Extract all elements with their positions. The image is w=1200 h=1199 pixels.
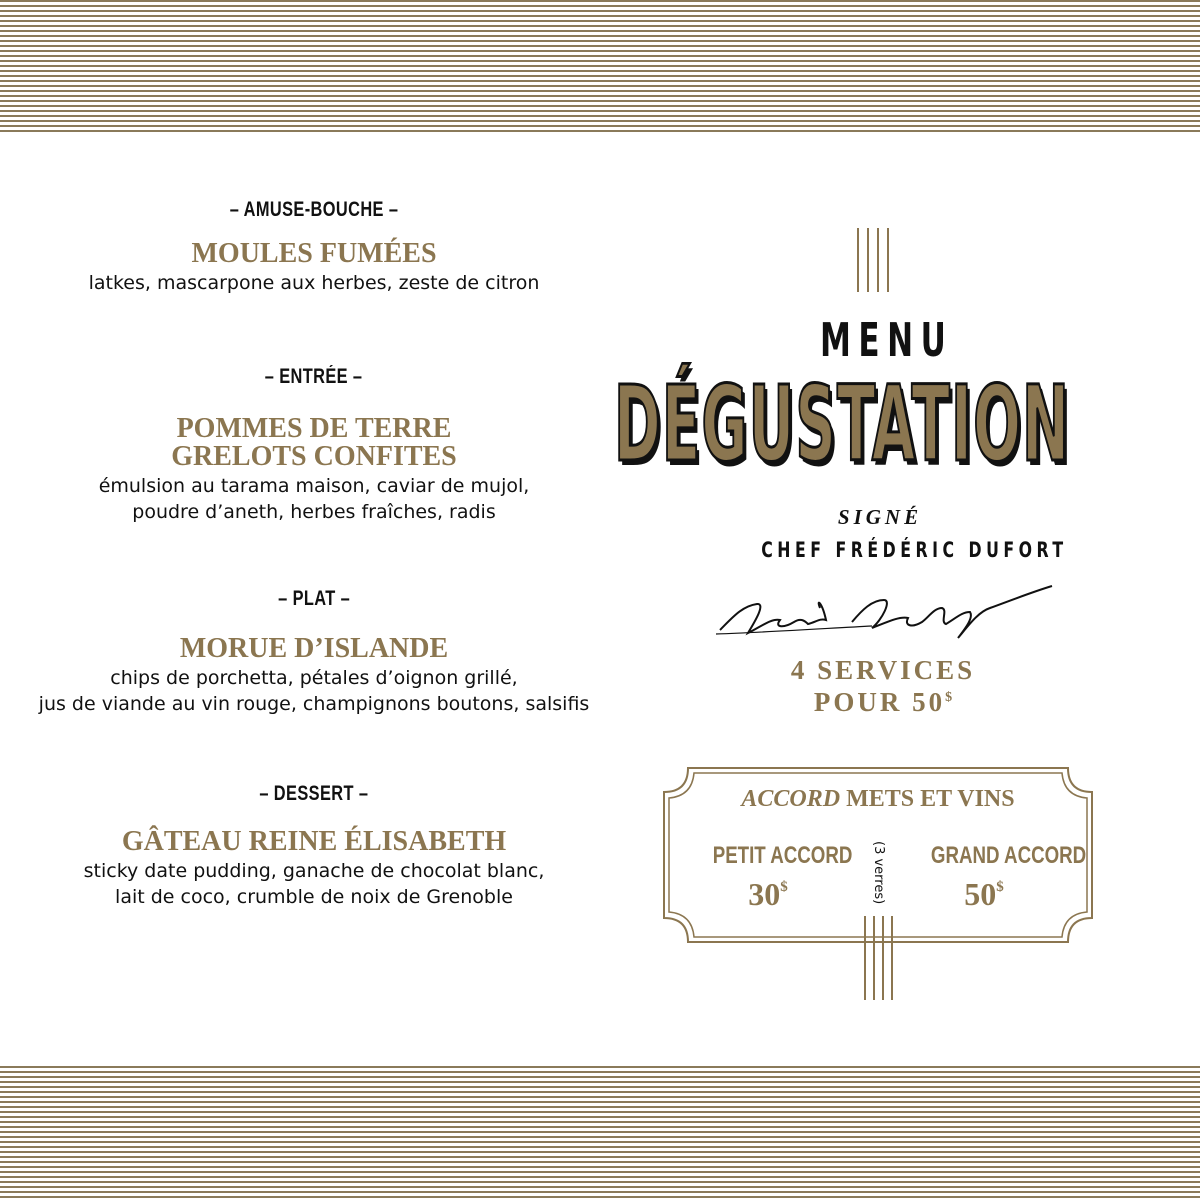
verres-note: (3 verres) <box>871 841 886 905</box>
currency-symbol: $ <box>996 879 1004 895</box>
dish-description-line: émulsion au tarama maison, caviar de mujol, <box>98 475 530 497</box>
petit-accord-label: PETIT ACCORD <box>712 842 853 869</box>
course-label: – PLAT – <box>277 587 350 610</box>
decorative-lines-bottom <box>864 916 894 1000</box>
dish-description <box>0 858 628 910</box>
accord-title <box>662 786 1094 813</box>
chef-name: CHEF FRÉDÉRIC DUFORT <box>761 538 1068 562</box>
currency-symbol: $ <box>945 690 953 705</box>
dish-description-line: chips de porchetta, pétales d’oignon grillé, <box>110 667 518 689</box>
course-plat <box>0 587 628 717</box>
dish-description <box>0 473 628 525</box>
dish-name-line: GRELOTS CONFITES <box>171 441 457 472</box>
course-amuse-bouche <box>0 198 628 296</box>
dish-description-line: jus de viande au vin rouge, champignons boutons, salsifis <box>38 693 590 715</box>
price-value: 30 <box>748 876 781 912</box>
accord-title-italic: ACCORD <box>741 786 841 812</box>
bottom-stripe-border <box>0 1066 1200 1199</box>
top-stripe-border <box>0 0 1200 132</box>
services-price <box>758 656 1008 716</box>
grand-accord-label: GRAND ACCORD <box>930 842 1087 869</box>
grand-accord <box>909 842 1087 912</box>
price-value: 50 <box>964 876 997 912</box>
grand-accord-price <box>909 870 1059 911</box>
dish-description <box>0 270 628 296</box>
petit-accord-price <box>693 870 843 911</box>
menu-heading: MENU <box>820 313 954 367</box>
chef-signature <box>712 578 1062 648</box>
dish-name <box>0 240 628 268</box>
dish-name <box>0 635 628 663</box>
dish-name <box>0 828 628 856</box>
course-label: – AMUSE-BOUCHE – <box>229 198 399 221</box>
dish-description <box>0 665 628 717</box>
petit-accord <box>693 842 853 912</box>
dish-description-line: latkes, mascarpone aux herbes, zeste de citron <box>88 272 540 294</box>
services-line: 4 SERVICES <box>790 655 976 685</box>
course-label: – DESSERT – <box>259 782 369 805</box>
services-price-text: POUR 50 <box>813 687 946 717</box>
course-dessert <box>0 782 628 910</box>
dish-name <box>0 415 628 471</box>
dish-description-line: sticky date pudding, ganache de chocolat blanc, <box>83 860 545 882</box>
dish-name-line: MORUE D’ISLANDE <box>179 633 449 664</box>
services-price-line <box>758 684 1008 716</box>
course-entree <box>0 365 628 525</box>
decorative-lines-top <box>857 228 901 292</box>
dish-name-line: POMMES DE TERRE <box>176 413 452 444</box>
signe-label: SIGNÉ <box>837 505 923 529</box>
course-label: – ENTRÉE – <box>265 365 363 388</box>
dish-name-line: GÂTEAU REINE ÉLISABETH <box>121 826 507 857</box>
accord-title-rest: METS ET VINS <box>840 786 1015 812</box>
currency-symbol: $ <box>780 879 788 895</box>
dish-description-line: poudre d’aneth, herbes fraîches, radis <box>132 501 496 523</box>
degustation-title: DÉGUSTATION <box>614 363 1071 485</box>
dish-description-line: lait de coco, crumble de noix de Grenoble <box>115 886 513 908</box>
dish-name-line: MOULES FUMÉES <box>191 238 437 269</box>
